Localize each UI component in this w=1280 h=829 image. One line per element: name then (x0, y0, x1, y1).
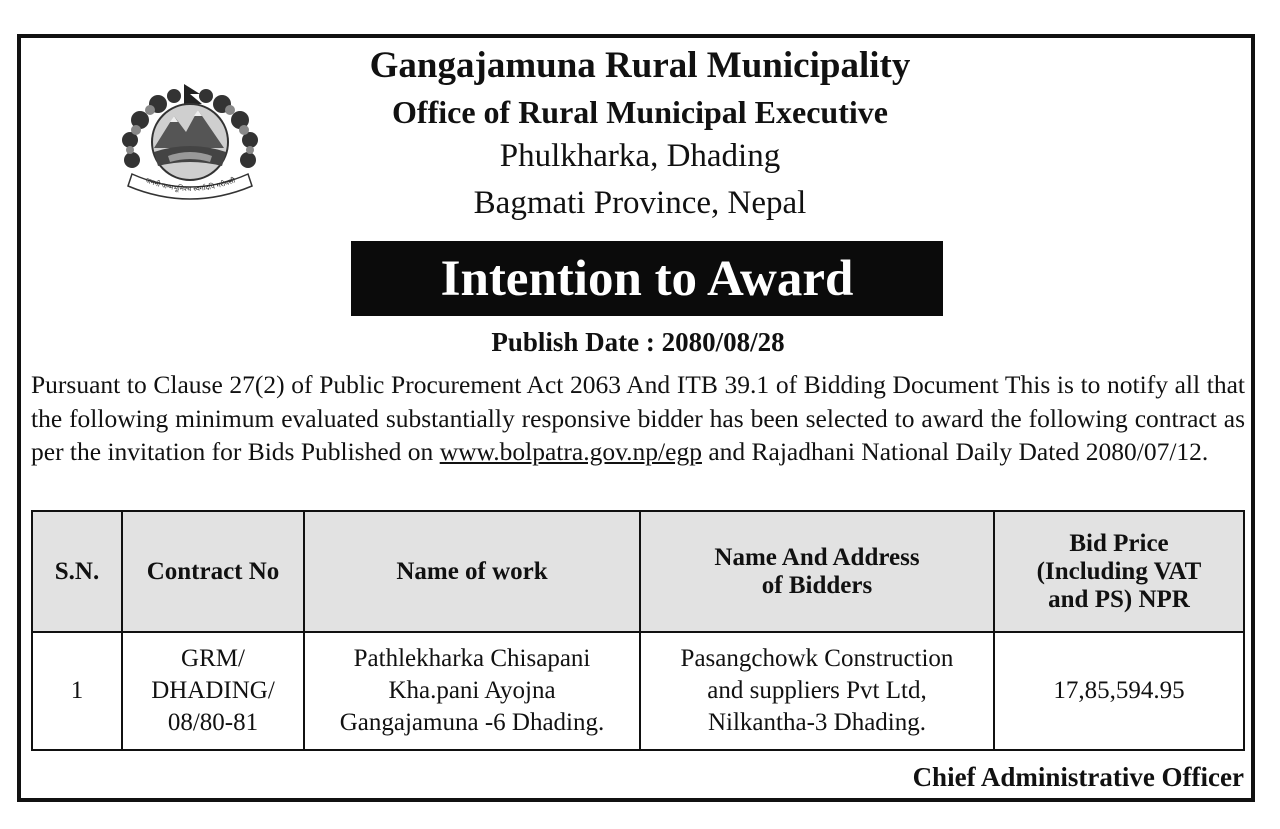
header-sn: S.N. (32, 511, 122, 632)
office-address: Phulkharka, Dhading (499, 138, 781, 174)
header-bidder: Name And Address of Bidders (640, 511, 994, 632)
bolpatra-link[interactable]: www.bolpatra.gov.np/egp (439, 437, 702, 466)
publish-date-label: Publish Date : (491, 327, 662, 357)
svg-text:जननी जन्मभूमिश्च स्वर्गादपि गर: जननी जन्मभूमिश्च स्वर्गादपि गरीयसी (144, 176, 237, 194)
header-name-of-work: Name of work (304, 511, 640, 632)
publish-date (0, 327, 1276, 358)
cell-contract-no: GRM/ DHADING/ 08/80-81 (122, 632, 304, 750)
notice-title: Intention to Award (351, 241, 943, 316)
notice-text-end: and Rajadhani National Daily Dated 2080/07/12. (701, 437, 1209, 466)
notice-paragraph (31, 368, 1245, 469)
cell-sn: 1 (32, 632, 122, 750)
header-contract-no: Contract No (122, 511, 304, 632)
cell-name-of-work: Pathlekharka Chisapani Kha.pani Ayojna Gangajamuna -6 Dhading. (304, 632, 640, 750)
office-name: Office of Rural Municipal Executive (392, 94, 888, 130)
province-country: Bagmati Province, Nepal (473, 185, 807, 221)
award-table (31, 510, 1245, 751)
signatory-title: Chief Administrative Officer (912, 762, 1244, 792)
table-row (32, 632, 1244, 750)
header-bid-price: Bid Price (Including VAT and PS) NPR (994, 511, 1244, 632)
cell-bidder: Pasangchowk Construction and suppliers Pvt Ltd, Nilkantha-3 Dhading. (640, 632, 994, 750)
cell-bid-price: 17,85,594.95 (994, 632, 1244, 750)
municipality-name: Gangajamuna Rural Municipality (369, 45, 911, 86)
notice-text: Pursuant to Clause 27(2) of Public Procurement Act 2063 And ITB 39.1 of Bidding Document This is to notify all that the following minimum evaluated substantially responsive bidder has been selected to award the following contract as per the invitation for Bids Published on (31, 370, 1245, 466)
publish-date-value: 2080/08/28 (661, 327, 785, 357)
table-header-row (32, 511, 1244, 632)
